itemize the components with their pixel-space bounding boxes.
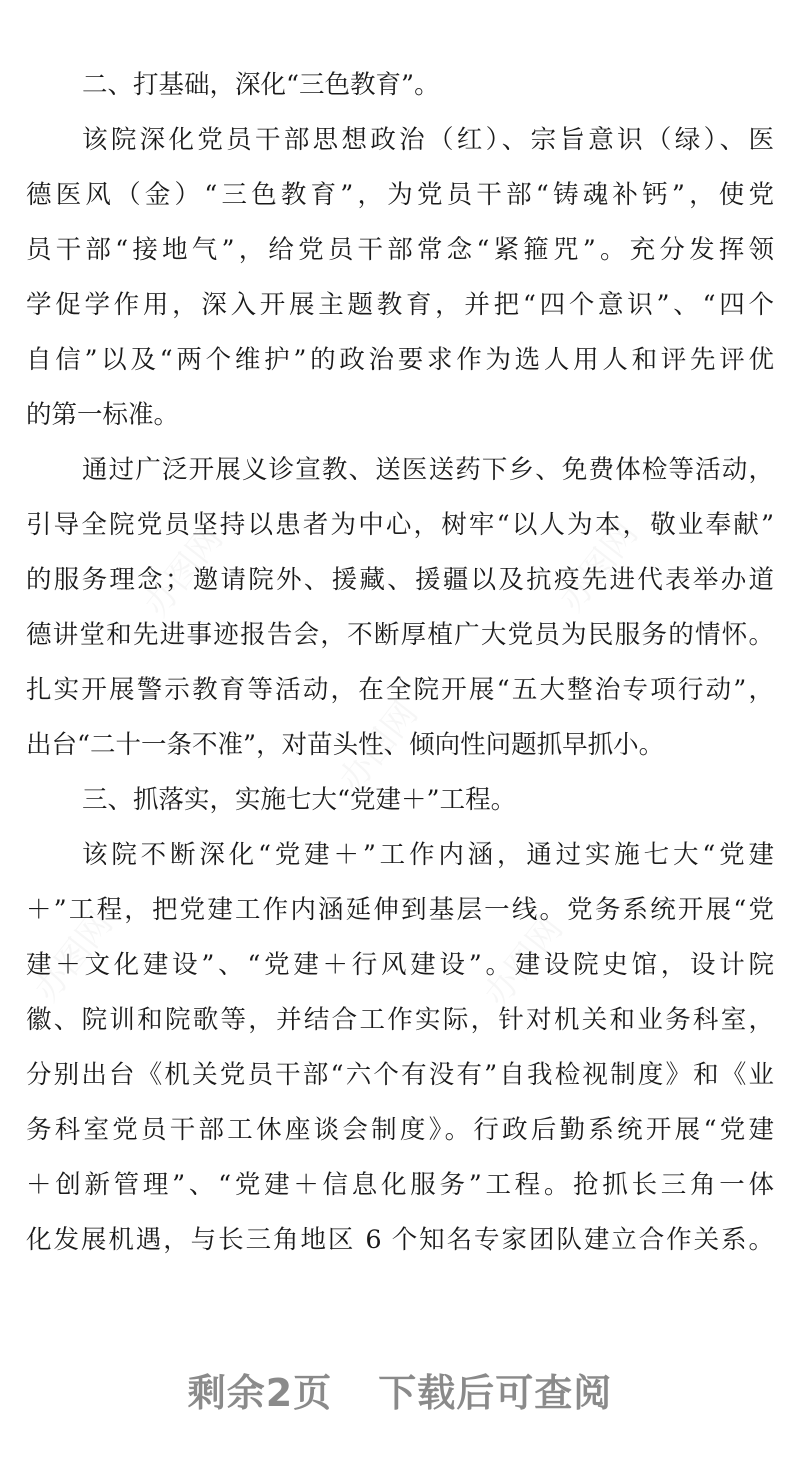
text-line: 自信”以及“两个维护”的政治要求作为选人用人和评先评优 [26, 345, 774, 375]
text-line: ＋”工程，把党建工作内涵延伸到基层一线。党务系统开展“党 [26, 895, 774, 925]
text-line: 该院不断深化“党建＋”工作内涵，通过实施七大“党建 [82, 840, 774, 870]
watermark: 办图网 [331, 694, 426, 800]
text-line: 通过广泛开展义诊宣教、送医送药下乡、免费体检等活动， [82, 455, 774, 485]
document-body [26, 58, 774, 1268]
text-line: 的第一标准。 [26, 400, 180, 430]
text-line: 该院深化党员干部思想政治（红）、宗旨意识（绿）、医 [82, 125, 774, 155]
download-to-read-label: 下载后可查阅 [378, 1371, 613, 1415]
text-line: 徽、院训和院歌等，并结合工作实际，针对机关和业务科室， [26, 1005, 774, 1035]
text-line: 扎实开展警示教育等活动，在全院开展“五大整治专项行动”， [26, 675, 774, 705]
text-line: 务科室党员干部工休座谈会制度》。行政后勤系统开展“党建 [26, 1115, 774, 1145]
text-line: 出台“二十一条不准”，对苗头性、倾向性问题抓早抓小。 [26, 730, 665, 760]
text-line: 分别出台《机关党员干部“六个有没有”自我检视制度》和《业 [26, 1060, 774, 1090]
text-line: 员干部“接地气”，给党员干部常念“紧箍咒”。充分发挥领 [26, 235, 774, 265]
text-line: 德讲堂和先进事迹报告会，不断厚植广大党员为民服务的情怀。 [26, 620, 774, 650]
watermark: 办图网 [26, 904, 121, 1010]
remaining-pages-label: 剩余2页 [187, 1371, 333, 1415]
text-line: 的服务理念；邀请院外、援藏、援疆以及抗疫先进代表举办道 [26, 565, 774, 595]
text-line: 引导全院党员坚持以患者为中心，树牢“以人为本，敬业奉献” [26, 510, 774, 540]
text-line: 化发展机遇，与长三角地区 6 个知名专家团队建立合作关系。 [26, 1225, 774, 1255]
text-line: 二、打基础，深化“三色教育”。 [82, 70, 440, 100]
text-line: 德医风（金）“三色教育”，为党员干部“铸魂补钙”，使党 [26, 180, 774, 210]
watermark: 办图网 [136, 519, 231, 625]
text-line: 建＋文化建设”、“党建＋行风建设”。建设院史馆，设计院 [26, 950, 774, 980]
text-line: ＋创新管理”、“党建＋信息化服务”工程。抢抓长三角一体 [26, 1170, 774, 1200]
text-line: 三、抓落实，实施七大“党建＋”工程。 [82, 785, 517, 815]
watermark: 办图网 [551, 514, 646, 620]
watermark: 办图网 [476, 909, 571, 1015]
text-line: 学促学作用，深入开展主题教育，并把“四个意识”、“四个 [26, 290, 774, 320]
download-prompt[interactable] [0, 1362, 800, 1417]
